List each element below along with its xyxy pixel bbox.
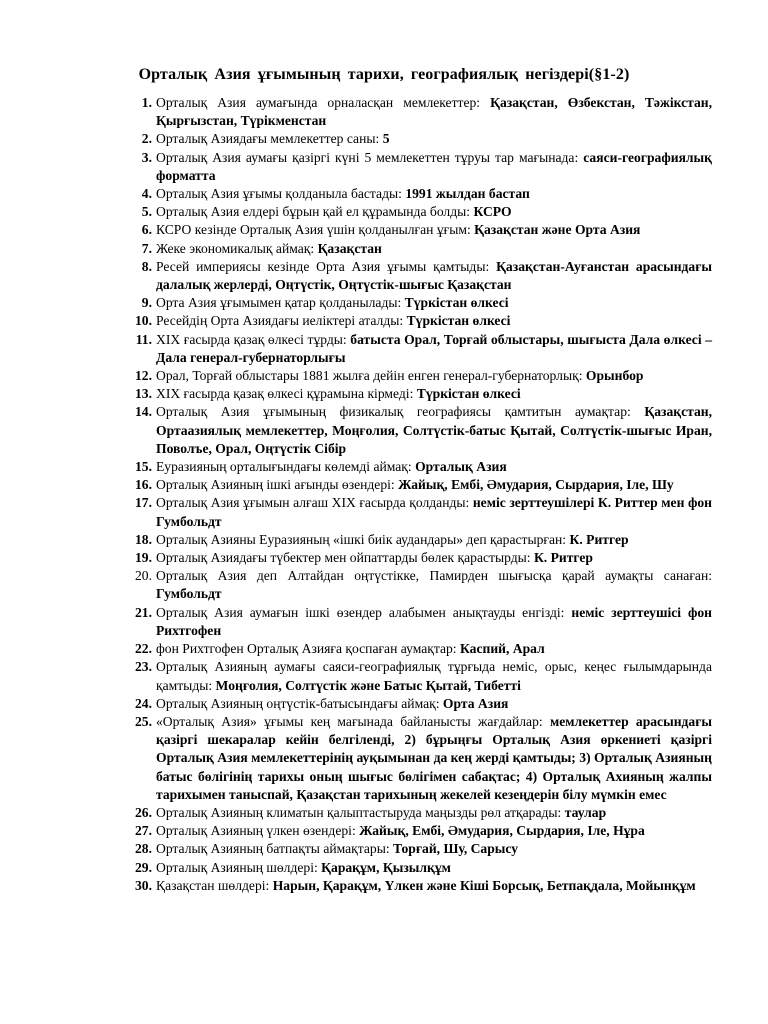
list-item — [124, 804, 712, 822]
item-answer: Түркістан өлкесі — [404, 295, 509, 311]
item-question: Орталық Азия аумағын ішкі өзендер алабымен анықтауды енгізді: — [156, 604, 565, 620]
list-item — [124, 877, 712, 895]
item-question: Орталық Азия ұғымын алғаш XIX ғасырда қолданды: — [156, 495, 470, 511]
item-question: Орталық Азияны Еуразияның «ішкі биік аудандары» деп қарастырған: — [156, 531, 567, 547]
item-number: 25. — [135, 713, 152, 729]
item-answer: Қазақстан-Ауғанстан арасындағы далалық жерлерді, Оңтүстік, Оңтүстік-шығыс Қазақстан — [156, 258, 712, 293]
item-answer: Қазақстан — [317, 240, 382, 256]
list-item — [124, 604, 712, 640]
item-answer: Каспий, Арал — [460, 641, 545, 657]
item-number: 14. — [135, 404, 152, 420]
item-number: 8. — [141, 258, 152, 274]
item-answer: Қазақстан және Орта Азия — [474, 222, 641, 238]
item-answer: неміс зерттеушілері К. Риттер мен фон Гумбольдт — [156, 495, 712, 529]
item-question: КСРО кезінде Орталық Азия үшін қолданылған ұғым: — [156, 222, 471, 238]
item-number: 23. — [135, 659, 152, 675]
item-question: Орта Азия ұғымымен қатар қолданылады: — [156, 295, 402, 311]
item-question: Орталық Азия аумағында орналасқан мемлекеттер: — [156, 95, 481, 110]
item-answer: Қазақстан, Ортаазиялық мемлекеттер, Моңғолия, Солтүстік-батыс Қытай, Солтүстік-шығыс Иран, Поволъе, Орал, Оңтүстік Сібір — [156, 404, 712, 456]
item-question: Орталық Азияның шөлдері: — [156, 859, 318, 875]
item-answer: Жайық, Ембі, Әмудария, Сырдария, Іле, Нұра — [359, 823, 645, 839]
item-answer: саяси-географиялық форматта — [156, 149, 712, 183]
item-number: 16. — [135, 477, 152, 493]
item-answer: батыста Орал, Торғай облыстары, шығыста Дала өлкесі – Дала генерал-губернаторлығы — [156, 331, 712, 365]
item-question: Орал, Торғай облыстары 1881 жылға дейін енген генерал-губернаторлық: — [156, 368, 583, 384]
list-item — [124, 331, 712, 367]
item-question: Орталық Азия ұғымы қолданыла бастады: — [156, 186, 402, 202]
item-number: 19. — [135, 550, 152, 566]
item-answer: Қарақұм, Қызылқұм — [321, 859, 451, 875]
item-answer: Гумбольдт — [156, 586, 222, 602]
list-item — [124, 149, 712, 185]
item-number: 2. — [141, 131, 152, 147]
item-question: Орталық Азиядағы мемлекеттер саны: — [156, 131, 380, 147]
item-answer: Қазақстан, Өзбекстан, Тәжікстан, Қырғызстан, Түрікменстан — [156, 95, 712, 129]
document-title: Орталық Азия ұғымының тарихи, географиялық негіздері(§1-2) — [138, 66, 630, 83]
list-item — [124, 840, 712, 858]
list-item — [124, 94, 712, 130]
list-item — [124, 130, 712, 148]
item-number: 12. — [135, 368, 152, 384]
item-question: Орталық Азияның аумағы саяси-географиялық тұрғыда неміс, орыс, кеңес ғылымдарында қамтыды: — [156, 659, 712, 693]
item-question: Орталық Азияның үлкен өзендері: — [156, 823, 356, 839]
item-answer: Түркістан өлкесі — [406, 313, 511, 329]
item-question: Орталық Азия елдері бұрын қай ел құрамында болды: — [156, 204, 471, 220]
item-question: Орталық Азия ұғымының физикалық географиясы қамтитын аумақтар: — [156, 404, 631, 420]
item-answer: мемлекеттер арасындағы қазіргі шекаралар кейін белгіленді, 2) бұрыңғы Орталық Азия өркениеті қазіргі Орталық Азия мемлекеттерінің ауқымынан да кең жерді қамтыды; 3) Орталық Азияның батыс бөлігінің тарихы оның шығыс бөлігімен сабақтас; 4) Орталық Ахияның жалпы тарихымен таныспай, Қазақстан тарихының жекелей кезеңдерін білу мүмкін емес — [156, 713, 712, 802]
item-number: 29. — [135, 859, 152, 875]
item-number: 24. — [135, 695, 152, 711]
list-item — [124, 203, 712, 221]
item-question: «Орталық Азия» ұғымы кең мағынада байланысты жағдайлар: — [156, 713, 543, 729]
item-answer: неміс зерттеушісі фон Рихтгофен — [156, 604, 712, 638]
item-number: 30. — [135, 877, 152, 893]
list-item — [124, 385, 712, 403]
item-question: XIX ғасырда қазақ өлкесі құрамына кірмеді: — [156, 386, 414, 402]
item-number: 1. — [141, 95, 152, 110]
item-question: фон Рихтгофен Орталық Азияға қоспаған аумақтар: — [156, 641, 457, 657]
item-number: 28. — [135, 841, 152, 857]
list-item — [124, 476, 712, 494]
item-answer: Орынбор — [585, 368, 644, 384]
list-item — [124, 185, 712, 203]
qa-list — [124, 94, 712, 895]
item-question: Орталық Азия аумағы қазіргі күні 5 мемлекеттен тұруы тар мағынада: — [156, 149, 579, 165]
list-item — [124, 859, 712, 877]
item-answer: К. Ритгер — [569, 531, 629, 547]
list-item — [124, 695, 712, 713]
item-question: Ресей империясы кезінде Орта Азия ұғымы қамтыды: — [156, 258, 490, 274]
item-number: 3. — [141, 149, 152, 165]
item-number: 4. — [141, 186, 152, 202]
item-question: Жеке экономикалық аймақ: — [156, 240, 315, 256]
list-item — [124, 531, 712, 549]
list-item — [124, 403, 712, 458]
item-number: 15. — [135, 459, 152, 475]
item-number: 20. — [135, 568, 152, 584]
item-question: Орталық Азиядағы түбектер мен ойпаттарды бөлек қарастырды: — [156, 550, 531, 566]
item-number: 27. — [135, 823, 152, 839]
item-number: 17. — [135, 495, 152, 511]
list-item — [124, 240, 712, 258]
item-answer: 1991 жылдан бастап — [405, 186, 530, 202]
item-answer: КСРО — [473, 204, 512, 220]
item-answer: 5 — [382, 131, 390, 147]
item-question: Орталық Азияның оңтүстік-батысындағы аймақ: — [156, 695, 440, 711]
list-item — [124, 294, 712, 312]
item-question: Қазақстан шөлдері: — [156, 877, 270, 893]
list-item — [124, 221, 712, 239]
list-item — [124, 640, 712, 658]
list-item — [124, 367, 712, 385]
item-answer: Торғай, Шу, Сарысу — [393, 841, 519, 857]
item-number: 6. — [141, 222, 152, 238]
item-answer: Жайық, Ембі, Әмудария, Сырдария, Іле, Шу — [398, 477, 674, 493]
list-item — [124, 458, 712, 476]
item-answer: К. Ритгер — [533, 550, 593, 566]
item-number: 9. — [141, 295, 152, 311]
item-answer: таулар — [564, 804, 607, 820]
item-question: Орталық Азияның климатын қалыптастыруда маңызды рөл атқарады: — [156, 804, 562, 820]
list-item — [124, 549, 712, 567]
list-item — [124, 567, 712, 603]
item-number: 7. — [141, 240, 152, 256]
item-number: 22. — [135, 641, 152, 657]
list-item — [124, 658, 712, 694]
item-number: 5. — [141, 204, 152, 220]
item-question: Ресейдің Орта Азиядағы иеліктері аталды: — [156, 313, 404, 329]
item-answer: Орталық Азия — [415, 459, 507, 475]
item-number: 13. — [135, 386, 152, 402]
item-question: Еуразияның орталығындағы көлемді аймақ: — [156, 459, 412, 475]
list-item — [124, 312, 712, 330]
list-item — [124, 822, 712, 840]
list-item — [124, 713, 712, 804]
item-question: XIX ғасырда қазақ өлкесі тұрды: — [156, 331, 347, 347]
item-answer: Нарын, Қарақұм, Үлкен және Кіші Борсық, Бетпақдала, Мойынқұм — [272, 877, 696, 893]
item-number: 18. — [135, 531, 152, 547]
item-question: Орталық Азия деп Алтайдан оңтүстікке, Памирден шығысқа қарай аумақты санаған: — [156, 568, 712, 584]
item-question: Орталық Азияның батпақты аймақтары: — [156, 841, 390, 857]
list-item — [124, 258, 712, 294]
item-number: 21. — [135, 604, 152, 620]
item-number: 26. — [135, 804, 152, 820]
item-answer: Түркістан өлкесі — [416, 386, 521, 402]
item-question: Орталық Азияның ішкі ағынды өзендері: — [156, 477, 395, 493]
item-number: 11. — [135, 331, 152, 347]
list-item — [124, 494, 712, 530]
item-number: 10. — [135, 313, 152, 329]
item-answer: Орта Азия — [442, 695, 509, 711]
item-answer: Моңғолия, Солтүстік және Батыс Қытай, Тибетті — [215, 677, 521, 693]
